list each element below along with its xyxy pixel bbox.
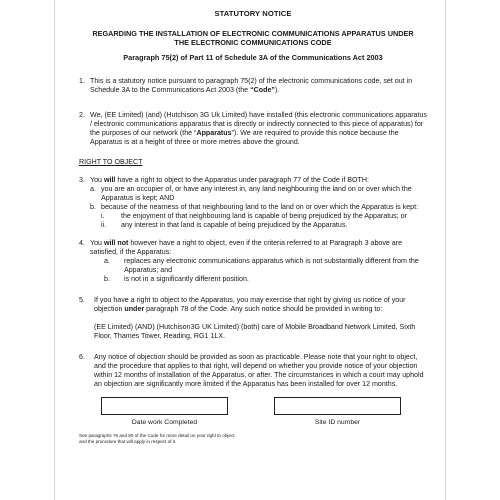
paragraph-5 xyxy=(79,296,427,341)
signature-row xyxy=(79,397,427,427)
paragraph-number: 2. xyxy=(79,111,85,120)
paragraph-number: 4. xyxy=(79,239,85,248)
notice-heading xyxy=(79,30,427,47)
date-completed-field[interactable] xyxy=(101,397,228,415)
notice-subheading: Paragraph 75(2) of Part 11 of Schedule 3A of the Communications Act 2003 xyxy=(123,53,383,63)
sub-item-a: a. you are an occupier of, or have any interest in, any land neighbouring the land on or over which the Apparatus is kept; AND xyxy=(90,185,412,203)
paragraph-1 xyxy=(79,77,427,95)
paragraph-text: Any notice of objection should be provided as soon as practicable. Please note that your right to object, and the procedure that applies to that right, will depend on whether you provide notice of your objection within 12 months of installation of the Apparatus, or after. The circumstances in which a court may uphold an objection are significantly more limited if the Apparatus has been installed for over 12 months. xyxy=(94,353,424,389)
sub-item-a: a. replaces any electronic communications apparatus which is not substantially different from the Apparatus; and xyxy=(104,257,419,275)
heading-line-1: REGARDING THE INSTALLATION OF ELECTRONIC COMMUNICATIONS APPARATUS UNDER xyxy=(92,29,414,38)
paragraph-text: This is a statutory notice pursuant to paragraph 75(2) of the electronic communications code, set out in Schedule 3A to the Communications Act 2003 (the “Code”). xyxy=(90,77,413,95)
paragraph-4 xyxy=(79,239,427,284)
sub-item-b: b. because of the nearness of that neighbouring land to the land on or over which the Apparatus is kept: xyxy=(90,203,419,212)
paragraph-number: 6. xyxy=(79,353,85,362)
right-to-object-heading: RIGHT TO OBJECT xyxy=(79,158,143,167)
sub-item-i: i. the enjoyment of that neighbouring land is capable of being prejudiced by the Apparatus; or xyxy=(101,212,407,221)
date-completed-label: Date work Completed xyxy=(131,419,198,427)
paragraph-text: If you have a right to object to the Apparatus, you may exercise that right by giving us notice of your objection under paragraph 78 of the Code. Any such notice should be provided in writing to: xyxy=(94,296,406,314)
paragraph-text: You will have a right to object to the Apparatus under paragraph 77 of the Code if BOTH: xyxy=(90,176,369,185)
heading-line-2: THE ELECTRONIC COMMUNICATIONS CODE xyxy=(174,37,332,47)
paragraph-number: 1. xyxy=(79,77,85,86)
paragraph-3 xyxy=(79,176,427,230)
paragraph-number: 5. xyxy=(79,296,85,305)
paragraph-6 xyxy=(79,353,427,389)
paragraph-number: 3. xyxy=(79,176,85,185)
site-id-field[interactable] xyxy=(274,397,401,415)
paragraph-text: You will not however have a right to object, even if the criteria referred to at Paragraph 3 above are satisfied, if the Apparatus: xyxy=(90,239,403,257)
notice-title: STATUTORY NOTICE xyxy=(214,9,292,18)
objection-address: (EE Limited) (AND) (Hutchison3G UK Limited) (both) care of Mobile Broadband Network Limited, Sixth Floor, Thames Tower, Reading, RG1 1LX. xyxy=(94,323,416,341)
paragraph-text: We, (EE Limited) (and) (Hutchison 3G Uk Limited) have installed (this electronic communications apparatus / electronic communications apparatus that is directly or indirectly connected to this piece of apparatus) for the purposes of our network (the “Apparatus”). We are required to provide this notice because the Apparatus is at a height of three or more metres above the ground. xyxy=(90,111,427,147)
sub-item-b: b. is not in a significantly different position. xyxy=(104,275,249,284)
paragraph-2 xyxy=(79,111,427,147)
footnote: See paragraphs 75 and 80 of the Code for more detail on your right to object and the procedure that will apply in respect of it. xyxy=(79,433,235,444)
notice-sheet xyxy=(54,0,446,500)
sub-item-ii: ii. any interest in that land is capable of being prejudiced by the Apparatus. xyxy=(101,221,348,230)
site-id-label: Site ID number xyxy=(314,419,361,427)
